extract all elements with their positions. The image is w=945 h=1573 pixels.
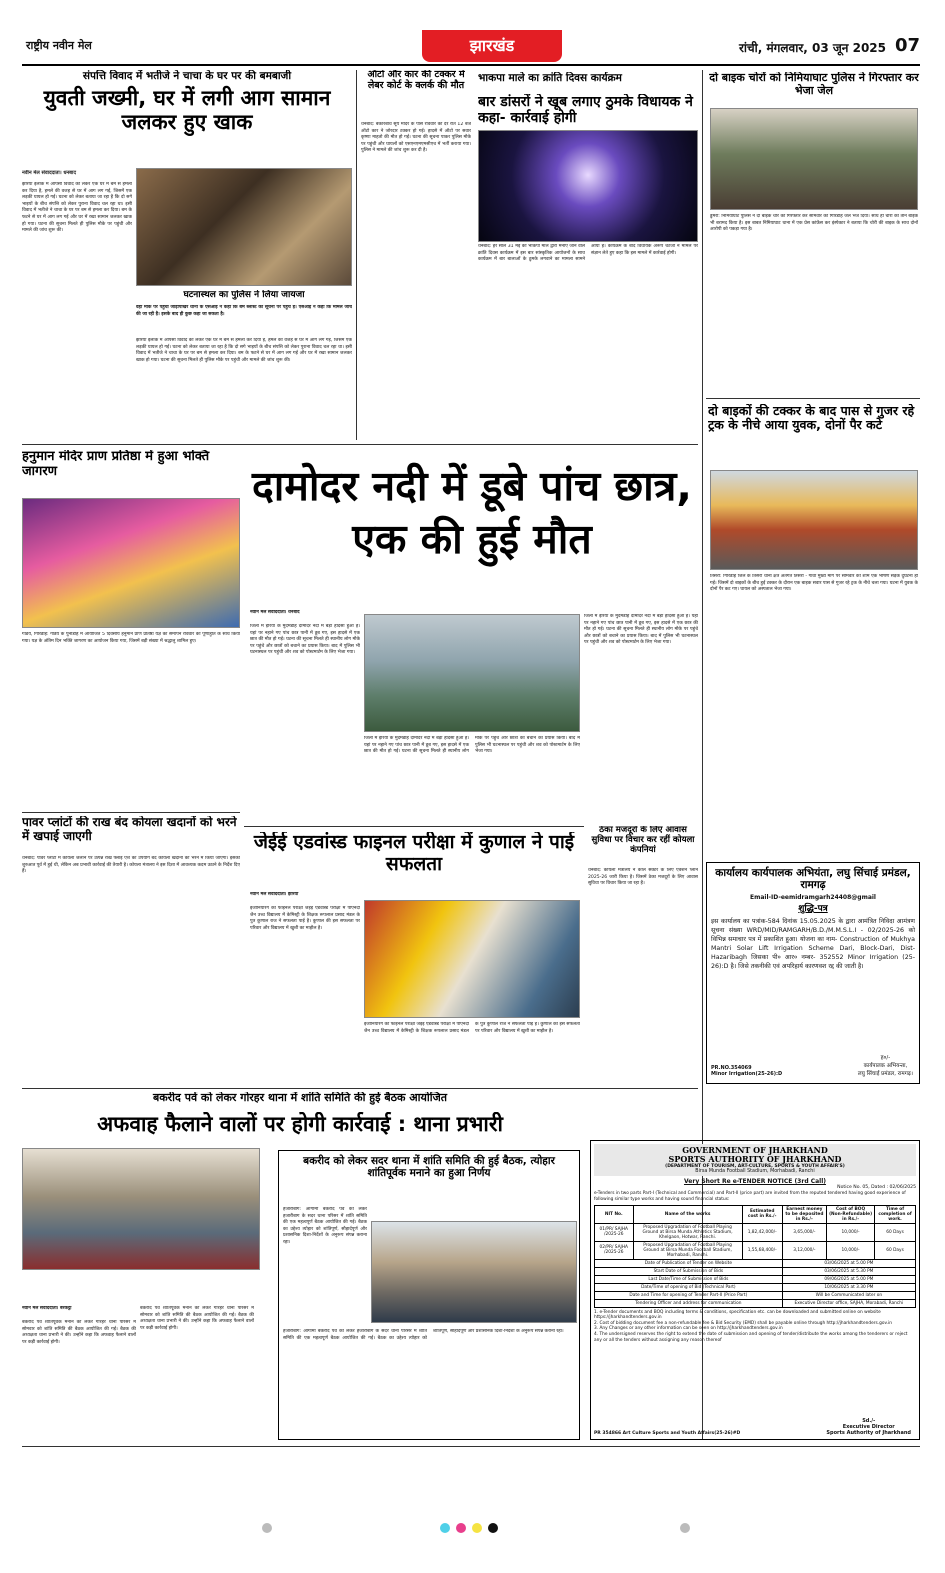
signature-line-1: Executive Director: [842, 1424, 895, 1430]
fire-scene-photo: [136, 168, 352, 286]
jee-family-photo: [364, 900, 580, 1018]
registration-dot-cyan: [440, 1523, 450, 1533]
date-label: Date and Time for opening of Tender Part-II (Price Part): [595, 1291, 783, 1299]
cell: 1,55,68,400/-: [742, 1241, 782, 1259]
date-value: 10/06/2025 at 3.30 PM: [782, 1283, 915, 1291]
jee-body: इंजीनियरिंग की फाइनल परीक्षा जेईई एडवांस्ड परीक्षा में पीएनदी जैन उच्च विद्यालय में केमिस्ट्री के शिक्षक रूपलाल प्रसाद मंडल के पुत्र कुणाल राज ने सफलता पाई है। कुणाल की इस सफलता पर परिवार और विद्यालय में खुशी का माहौल है।: [250, 906, 360, 931]
lead-body-col2: जिला में इरिया के मुदमडीह दामोदर नदी में बड़ा हादसा हुआ है। यहां पर नहाने गए पांच छात्र पानी में डूब गए, इस हादसे में एक छात्र की मौत हो गई। घटना की सूचना मिलते ही स्थानीय लोग मौके पर पहुंचे और छात्रों को बचाने का प्रयास किया। बाद में पुलिस भी घटनास्थल पर पहुंची और शव को पोस्टमार्टम के लिए भेजा गया।: [364, 736, 580, 755]
tender-gov: GOVERNMENT OF JHARKHAND: [682, 1145, 828, 1155]
tender-note: 4. The undersigned reserves the right to extend the date of submission and opening of tender/distribute the works among the tenderers or reject any or all the tenders without assigning any reason thereof: [594, 1331, 908, 1343]
tender-authority: SPORTS AUTHORITY OF JHARKHAND: [668, 1154, 842, 1165]
cpiml-body: धनबाद: हर साल 31 मई को भाकपा माले द्वारा मनाए जाने वाले क्रांति दिवस कार्यक्रम में इस बार सांस्कृतिक आयोजनों के साथ कार्यक्रम में बार बालाओं के ठुमके लगवाने का मामला सामने आया है। कार्यक्रम के बाद विधायक अरूप चटर्जी ने मामले पर संज्ञान लेते हुए कहा कि इस मामले में कार्रवाई होगी।: [478, 244, 698, 263]
date-value: 03/06/2025 at 5.00 PM: [782, 1259, 915, 1267]
date-row: [595, 1283, 916, 1291]
jee-headline: जेईई एडवांस्ड फाइनल परीक्षा में कुणाल ने पाई सफलता: [253, 832, 575, 875]
lead-body: जिला में इरिया के मुदमडीह दामोदर नदी में बड़ा हादसा हुआ है। यहां पर नहाने गए पांच छात्र पानी में डूब गए, इस हादसे में एक छात्र की मौत हो गई। घटना की सूचना मिलते ही स्थानीय लोग मौके पर पहुंचे और छात्रों को बचाने का प्रयास किया। बाद में पुलिस भी घटनास्थल पर पहुंची और शव को पोस्टमार्टम के लिए भेजा गया।: [250, 624, 360, 656]
column-rule: [356, 70, 357, 440]
lead-byline: नवीन मेल संवाददाता। धनबाद: [250, 610, 300, 615]
lead-body-col3: जिला में इरिया के मुदमडीह दामोदर नदी में बड़ा हादसा हुआ है। यहां पर नहाने गए पांच छात्र पानी में डूब गए, इस हादसे में एक छात्र की मौत हो गई। घटना की सूचना मिलते ही स्थानीय लोग मौके पर पहुंचे और छात्रों को बचाने का प्रयास किया। बाद में पुलिस भी घटनास्थल पर पहुंची और शव को पोस्टमार्टम के लिए भेजा गया।: [584, 614, 698, 646]
truck-accident-headline: दो बाइकों की टक्कर के बाद पास से गुजर रहे ट्रक के नीचे आया युवक, दोनों पैर कटे: [708, 404, 915, 433]
temple-headline: हनुमान मंदिर प्राण प्रतिष्ठा में हुआ भक्ति जागरण: [22, 450, 210, 479]
sadar-body: हजारीबाग: आगामी बकरीद पर्व को लेकर हजारीबाग के सदर थाना परिसर में शांति समिति की एक महत्वपूर्ण बैठक आयोजित की गई। बैठक का उद्देश्य त्योहार को शांतिपूर्ण, सौहार्दपूर्ण और प्रशासनिक दिशा-निर्देशों के अनुरूप संपन्न कराना रहा।: [283, 1207, 367, 1245]
date-row: [595, 1299, 916, 1307]
tender-dept: (DEPARTMENT OF TOURISM, ART-CULTURE, SPORTS & YOUTH AFFAIR'S): [665, 1164, 845, 1170]
date-label: Date of Publication of Tender on Website: [595, 1259, 783, 1267]
section-rule: [244, 826, 584, 827]
bakrid-sadar-box: [278, 1150, 580, 1440]
cell: Proposed Upgradation of Football Playing Ground at Birsa Munda Athletics Stadium, Khelgaon, Hotwar, Ranchi.: [633, 1223, 742, 1241]
date-value: 03/06/2025 at 5.30 PM: [782, 1267, 915, 1275]
cell: 3,65,000/-: [782, 1223, 826, 1241]
col-estimate: Estimated cost in Rs./-: [742, 1205, 782, 1223]
tender-title: Very Short Re e-TENDER NOTICE (3rd Call): [683, 1178, 827, 1186]
col-earnest: Earnest money to be deposited in Rs./-: [782, 1205, 826, 1223]
date-row: [595, 1267, 916, 1275]
lead-headline: दामोदर नदी में डूबे पांच छात्र, एक की हुई मौत: [252, 462, 692, 564]
dancers-photo: [478, 130, 698, 242]
cell: 01/PR/ SAJHA /2025-26: [595, 1223, 634, 1241]
story-byline: नवीन मेल संवाददाता। धनबाद: [22, 170, 76, 176]
signature-line-2: लघु सिंचाई प्रमंडल, रामगढ़।: [857, 1071, 913, 1077]
signature-line-1: कार्यपालक अभियन्ता,: [863, 1063, 908, 1069]
date-value: Executive Director office, SAJHA, Morabadi, Ranchi: [782, 1299, 915, 1307]
section-rule: [706, 398, 920, 399]
accident-headline: ऑटो और कार की टक्कर में लेबर कोर्ट के क्लर्क की मौत: [367, 70, 465, 91]
river-photo: [364, 614, 580, 732]
registration-dot-yellow: [472, 1523, 482, 1533]
cell: 3,12,000/-: [782, 1241, 826, 1259]
cell: 1,82,42,000/-: [742, 1223, 782, 1241]
tender-note: 2. Cost of bidding document fee a non-refundable fee & Bid Security (EMD) shall be payable online through http://jharkhandtenders.gov.in: [594, 1320, 892, 1326]
date-label: Last Date/Time of Submission of Bids: [595, 1275, 783, 1283]
tender-note: 1. e-Tender documents and BOQ including terms & conditions, specification etc. can be downloaded and submitted online on website https://jharkhandtenders.gov.in: [594, 1309, 881, 1321]
gorhar-body: बकरीद पर्व शांतिपूर्वक मनाने को लेकर गोरहर थाना परिसर में सोमवार को शांति समिति की बैठक आयोजित की गई। बैठक की अध्यक्षता थाना प्रभारी ने की। उन्होंने कहा कि अफवाह फैलाने वालों पर कड़ी कार्रवाई होगी।: [22, 1320, 136, 1345]
tender-pr: PR 354866 Art Culture Sports and Youth Affairs(25-26)#D: [594, 1431, 741, 1436]
notice-office-title: कार्यालय कार्यपालक अभियंता, लघु सिंचाई प्रमंडल, रामगढ़: [715, 867, 911, 892]
cpiml-headline: बार डांसरों ने खूब लगाए ठुमके विधायक ने कहा- कार्रवाई होगी: [478, 94, 693, 127]
footer-rule: [22, 1446, 920, 1447]
gorhar-headline: अफवाह फैलाने वालों पर होगी कार्रवाई : थाना प्रभारी: [97, 1112, 503, 1136]
fly-ash-headline: पावर प्लांटों की राख बंद कोयला खदानों को भरने में खपाई जाएगी: [22, 816, 237, 843]
col-time: Time of completion of work.: [875, 1205, 916, 1223]
temple-body: गांडेय, गिरिडीह: गांडेय के पुनीडीह में आयोजित 5 दिवसीय हनुमान प्राण प्रतिष्ठा यज्ञ का समापन रविवार को पूर्णाहुति के साथ किया गया। यज्ञ के अंतिम दिन भक्ति जागरण का आयोजन किया गया, जिसमें बड़ी संख्या में श्रद्धालु शामिल हुए।: [22, 632, 240, 644]
gorhar-byline: नवीन मेल संवाददाता। बरकट्ठा: [22, 1306, 72, 1311]
jee-body-col2: इंजीनियरिंग की फाइनल परीक्षा जेईई एडवांस्ड परीक्षा में पीएनदी जैन उच्च विद्यालय में केमिस्ट्री के शिक्षक रूपलाल प्रसाद मंडल के पुत्र कुणाल राज ने सफलता पाई है। कुणाल की इस सफलता पर परिवार और विद्यालय में खुशी का माहौल है।: [364, 1022, 580, 1034]
sadar-headline: बकरीद को लेकर सदर थाना में शांति समिति की हुई बैठक, त्योहार शांतिपूर्वक मनाने का हुआ निर्णय: [303, 1155, 555, 1180]
date-value: 09/06/2025 at 5.00 PM: [782, 1275, 915, 1283]
cell: 10,000/-: [827, 1223, 875, 1241]
signature-line-2: Sports Authority of Jharkhand: [826, 1430, 911, 1436]
bike-thieves-body: डुमरी: निमियाघाट पुलिस ने दो बाइक चोर को गिरफ्तार कर सोमवार को गिरिडीह जेल भेज दिया। साथ ही चोरी की तीन बाइक भी बरामद किया है। इस बाबत निमियाघाट थाना में एक प्रेस कांफ्रेंस कर इंस्पेक्टर ने बताया कि चोरी की बाइक के साथ दोनों आरोपी को पकड़ा गया है।: [710, 214, 918, 233]
cpiml-kicker: भाकपा माले का क्रांति दिवस कार्यक्रम: [478, 72, 622, 84]
sadar-meeting-photo: [371, 1221, 577, 1323]
section-label: झारखंड: [469, 36, 515, 55]
contract-workers-headline: ठेका मजदूरों के लिए आवास सुविधा पर विचार कर रहीं कोयला कंपनियां: [591, 826, 695, 855]
devotees-photo: [22, 498, 240, 628]
tender-header: [594, 1144, 916, 1176]
shuddhi-patra-notice: [706, 862, 920, 1084]
table-row: [595, 1223, 916, 1241]
fly-ash-body: धनबाद: पावर प्लांटों में कोयला जलाने पर उत्पन्न राख फ्लाई ऐश का उपयोग बंद कोयला खदानों को भरने में किया जाएगा। इसकी शुरुआत पूर्व में हुई थी, लेकिन अब प्रभावी कार्रवाई की तैयारी है। कोयला मंत्रालय ने इस दिशा में आवश्यक कदम उठाने के निर्देश दिए हैं।: [22, 856, 240, 875]
story-headline: युवती जख्मी, घर में लगी आग सामान जलकर हुए खाक: [43, 86, 331, 135]
signature-mark: Sd./-: [862, 1418, 876, 1424]
date-value: Will be Communicated later on: [782, 1291, 915, 1299]
tender-intro: e-Tenders in two parts Part-I (Technical and Commercial) and Part-II (price part) are invited from the reputed tendered having good experience of following similar type works and having sound financial status:: [594, 1191, 906, 1202]
date-label: Tendering Officer and address for communication: [595, 1299, 783, 1307]
notice-signature: [858, 1053, 913, 1077]
tender-signature: [826, 1418, 911, 1436]
meeting-photo: [22, 1148, 260, 1270]
accident-body: धनबाद: बेकारबांध सूर्य मंदिर के पास रविवार की देर रात 12 बजे ऑटो कार ने जोरदार टक्कर हो गई। हादसे में ऑटो पर सवार कृष्णा माहतो की मौत हो गई। घटना की सूचना पाकर पुलिस मौके पर पहुंची और घायलों को एसएनएमएमसीएच में भर्ती कराया गया। पुलिस ने मामले की जांच शुरू कर दी है।: [361, 122, 471, 154]
jee-byline: नवीन मेल संवाददाता। झरिया: [250, 892, 299, 897]
tender-note: 3. Any Changes or any other information can be seen on http://jharkhandtenders.gov.in: [594, 1326, 783, 1332]
tender-notice-no: Notice No. 05, Dated : 02/06/2025: [837, 1185, 916, 1191]
gorhar-kicker: बकरीद पर्व को लेकर गोरहर थाना में शांति समिति की हुई बैठक आयोजित: [152, 1092, 448, 1104]
signature-mark: ह०/-: [880, 1055, 891, 1061]
contract-workers-body: धनबाद: कोयला मंत्रालय ने कोल सेक्टर के लिए एक्शन प्लान 2025-26 जारी किया है। जिसमें ठेका मजदूरों के लिए आवास सुविधा पर विचार किया जा रहा है।: [588, 868, 698, 887]
notice-email: Email-ID-eemidramgarh24408@gmail: [750, 894, 876, 902]
registration-dot-right: [680, 1523, 690, 1533]
date-label: Date/Time of opening of Bid (Technical Part): [595, 1283, 783, 1291]
date-row: [595, 1259, 916, 1267]
notice-body: इस कार्यालय का पत्रांक-584 दिनांक 15.05.2025 के द्वारा आमंत्रित निविदा आमंत्रण सूचना संख्या WRD/MID/RAMGARH/B.D./M.M.S.L.I - 02/2025-26 को विभिन्न समाचार पत्र में प्रकाशित हुआ। योजना का नाम- Construction of Mukhya Mantri Solar Lift Irrigation Scheme Dari, Block-Dari, Dist-Hazaribagh जिसका पी० आर० नम्बर- 352552 Minor Irrigation (25-26):D है। जिसे तकनीकी एवं अपरिहार्य कारणवश रद्द की जाती है।: [711, 918, 915, 971]
paper-logo: राष्ट्रीय नवीन मेल: [26, 39, 92, 52]
cell: 02/PR/ SAJHA /2025-26: [595, 1241, 634, 1259]
date-row: [595, 1275, 916, 1283]
registration-dot-left: [262, 1523, 272, 1533]
col-nit: NIT No.: [595, 1205, 634, 1223]
story-kicker: संपत्ति विवाद में भतीजे ने चाचा के घर पर की बमबाजी: [82, 70, 292, 82]
registration-dot-magenta: [456, 1523, 466, 1533]
page-number: 07: [894, 35, 920, 56]
date-row: [595, 1291, 916, 1299]
dateline: रांची, मंगलवार, 03 जून 2025: [739, 41, 886, 55]
cell: 10,000/-: [827, 1241, 875, 1259]
section-tab: [422, 30, 562, 62]
story-continued-text: झरिया इलाके में आपसी विवाद को लेकर एक घर में बम से हमला कर दिया है, हमले की वजह से घर में आग लग गई, जिसमें एक लड़की घायल हो गई। घटना को लेकर बताया जा रहा है कि दो सगे भाइयों के बीच संपत्ति को लेकर पुराना विवाद चल रहा था। इसी विवाद में भतीजे ने चाचा के घर पर बम से हमला कर दिया। बम के फटने से घर में आग लग गई और घर में रखा सामान जलकर खाक हो गया। घटना की सूचना मिलते ही पुलिस मौके पर पहुंची और मामले की जांच शुरू की।: [136, 338, 352, 363]
registration-dot-black: [488, 1523, 498, 1533]
story-body: झरिया इलाके में आपसी विवाद को लेकर एक घर में बम से हमला कर दिया है, हमले की वजह से घर में आग लग गई, जिसमें एक लड़की घायल हो गई। घटना को लेकर बताया जा रहा है कि दो सगे भाइयों के बीच संपत्ति को लेकर पुराना विवाद चल रहा था। इसी विवाद में भतीजे ने चाचा के घर पर बम से हमला कर दिया। बम के फटने से घर में आग लग गई और घर में रखा सामान जलकर खाक हो गया। घटना की सूचना मिलते ही पुलिस मौके पर पहुंची और मामले की जांच शुरू की।: [22, 182, 132, 234]
sajha-tender-notice: [590, 1140, 920, 1440]
col-boq: Cost of BOQ (Non-Refundable) in Rs./-: [827, 1205, 875, 1223]
notice-subtitle: शुद्धि-पत्र: [798, 904, 828, 915]
tender-header-row: [595, 1205, 916, 1223]
tender-notes: [594, 1310, 916, 1344]
masthead: [22, 30, 920, 66]
table-row: [595, 1241, 916, 1259]
sadar-body-wide: हजारीबाग: आगामी बकरीद पर्व को लेकर हजारीबाग के सदर थाना परिसर में शांति समिति की एक महत्वपूर्ण बैठक आयोजित की गई। बैठक का उद्देश्य त्योहार को शांतिपूर्ण, सौहार्दपूर्ण और प्रशासनिक दिशा-निर्देशों के अनुरूप संपन्न कराना रहा।: [283, 1329, 564, 1341]
col-works: Name of the works: [633, 1205, 742, 1223]
arrest-photo: [710, 108, 918, 210]
cell: Proposed Upgradation of Football Playing Ground at Birsa Munda Football Stadium, Morhabadi, Ranchi.: [633, 1241, 742, 1259]
date-label: Start Date of Submission of Bids: [595, 1267, 783, 1275]
cell: 60 Days: [875, 1223, 916, 1241]
bike-thieves-headline: दो बाइक चोरों को निमियाघाट पुलिस ने गिरफ्तार कर भेजा जेल: [709, 72, 919, 97]
section-rule: [22, 444, 698, 445]
pr-number: PR.NO.354069: [711, 1065, 752, 1071]
pr-code: Minor Irrigation(25-26):D: [711, 1071, 783, 1077]
section-rule: [22, 812, 240, 813]
tender-address: Birsa Munda Football Stadium, Morhabadi, Ranchi: [695, 1169, 815, 1175]
truck-photo: [710, 470, 918, 570]
section-rule: [22, 1088, 698, 1089]
caption-body: वहीं मौके पर पहुंची जोड़ापोखर थाना के एसआई ने कहा कि बम ब्लास्ट की सूचना पर पहुंचे हैं। एसआई ने कहा कि मामले जांच की जा रही है। इसके बाद ही कुछ कहा जा सकता है।: [136, 305, 352, 317]
notice-pr: [711, 1065, 782, 1077]
gorhar-body-col2: बकरीद पर्व शांतिपूर्वक मनाने को लेकर गोरहर थाना परिसर में सोमवार को शांति समिति की बैठक आयोजित की गई। बैठक की अध्यक्षता थाना प्रभारी ने की। उन्होंने कहा कि अफवाह फैलाने वालों पर कड़ी कार्रवाई होगी।: [140, 1306, 254, 1331]
tender-table: [594, 1205, 916, 1308]
cell: 60 Days: [875, 1241, 916, 1259]
truck-accident-body: तिसरी: गिरिडीह जिले के तिसरी थाना क्षेत्र अंतर्गत तिसरी - गांवा मुख्य मार्ग पर सोमवार की शाम एक भीषण सड़क दुर्घटना हो गई। जिसमें दो बाइकों के बीच हुई टक्कर के दौरान एक बाइक सवार पास से गुजर रहे ट्रक के नीचे चला गया। घटना में युवक के दोनों पैर कट गए। घायल को अस्पताल भेजा गया।: [710, 574, 918, 593]
story-continued: [136, 338, 352, 438]
photo-caption: घटनास्थल का पुलिस ने लिया जायजा: [183, 290, 305, 300]
